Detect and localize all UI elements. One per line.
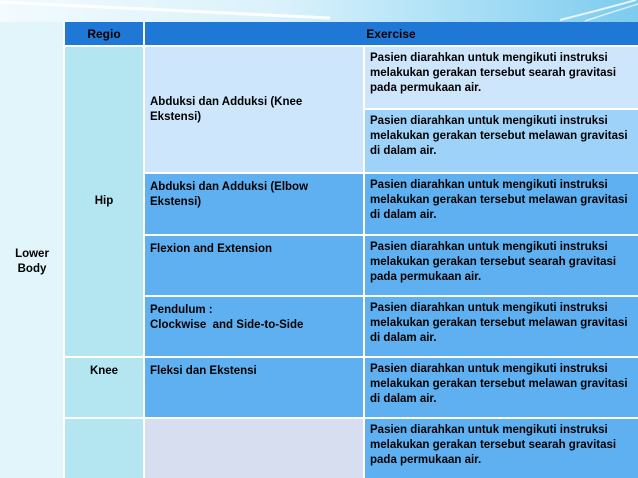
divider [64,356,638,358]
divider [363,46,365,478]
header-exercise: Exercise [144,22,638,46]
description-cell-6 [364,357,638,418]
exercise-table [0,22,638,478]
exercise-cell-2 [144,173,364,235]
swoosh-decoration [0,0,638,22]
exercise-label-4b: Clockwise and Side-to-Side [150,319,304,331]
region-hip-cell [64,46,144,357]
lower-body-cell [0,46,64,478]
divider [64,45,638,47]
description-cell-2 [364,109,638,173]
lower-body-label: Lower Body [15,248,49,275]
description-cell-1 [364,46,638,109]
description-cell-5 [364,296,638,357]
exercise-cell-3 [144,235,364,296]
description-text-6: Pasien diarahkan untuk mengikuti instruksi melakukan gerakan tersebut melawan gravitasi di dalam air. [370,363,628,405]
description-text-3: Pasien diarahkan untuk mengikuti instruksi melakukan gerakan tersebut melawan gravitasi di dalam air. [370,179,628,221]
exercise-cell-6 [144,418,364,478]
divider [143,22,145,478]
exercise-label-5: Fleksi dan Ekstensi [150,365,257,377]
divider [63,22,65,478]
exercise-label-4a: Pendulum : [150,304,213,316]
divider [144,295,638,297]
header-regio: Regio [64,22,144,46]
divider [364,108,638,110]
description-text-5: Pasien diarahkan untuk mengikuti instruksi melakukan gerakan tersebut melawan gravitasi di dalam air. [370,302,628,344]
exercise-cell-4 [144,296,364,357]
exercise-cell-5 [144,357,364,418]
description-text-7: Pasien diarahkan untuk mengikuti instruksi melakukan gerakan tersebut searah gravitasi pada permukaan air. [370,424,617,466]
description-text-2: Pasien diarahkan untuk mengikuti instruksi melakukan gerakan tersebut melawan gravitasi di dalam air. [370,115,628,157]
header-spacer [0,22,64,46]
divider [144,172,638,174]
region-hip-label: Hip [94,195,114,207]
description-cell-3 [364,173,638,235]
description-cell-7 [364,418,638,478]
exercise-label-2: Abduksi dan Adduksi (Elbow Ekstensi) [150,181,309,208]
divider [144,234,638,236]
description-text-4: Pasien diarahkan untuk mengikuti instruksi melakukan gerakan tersebut searah gravitasi pada permukaan air. [370,241,617,283]
description-cell-4 [364,235,638,296]
divider [64,417,638,419]
description-text-1: Pasien diarahkan untuk mengikuti instruksi melakukan gerakan tersebut searah gravitasi pada permukaan air. [370,52,617,94]
top-decoration-bar [0,0,638,22]
exercise-label-1: Abduksi dan Adduksi (Knee Ekstensi) [150,95,303,123]
exercise-label-3: Flexion and Extension [150,243,273,255]
region-knee-label: Knee [89,365,119,377]
exercise-cell-1 [144,46,364,173]
